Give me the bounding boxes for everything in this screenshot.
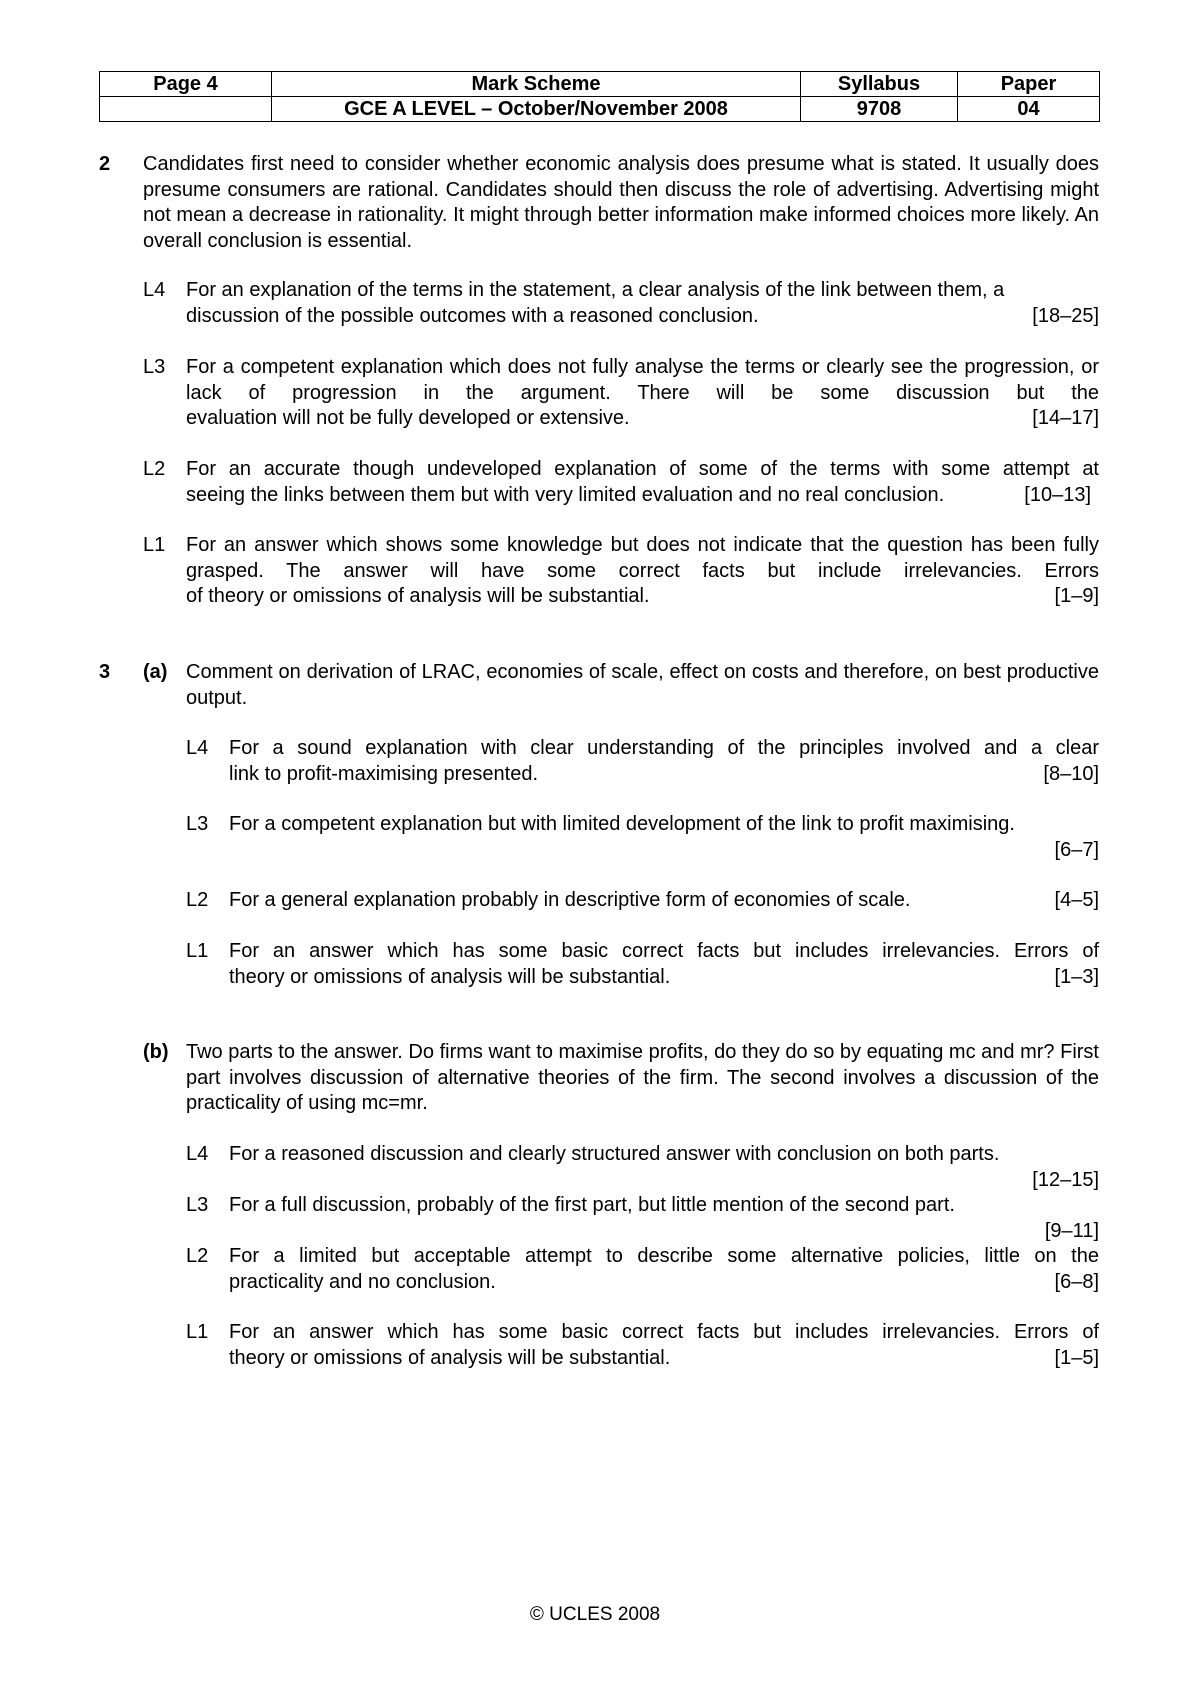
mark-range: [9–11] bbox=[1044, 1219, 1099, 1242]
level-desc: For a full discussion, probably of the first part, but little mention of the second part. bbox=[229, 1194, 955, 1216]
level-text bbox=[229, 1142, 1099, 1193]
paper-number: 04 bbox=[958, 97, 1100, 122]
level-text bbox=[186, 533, 1099, 610]
question-intro: Candidates first need to consider whether economic analysis does presume what is stated. It usually does presume consumers are rational. Candidates should then discuss the role of advertising. Advertising might not mean a decrease in rationality. It might through better information make informed choices more likely. An overall conclusion is essential. bbox=[143, 153, 1099, 252]
mark-range: [12–15] bbox=[1032, 1168, 1099, 1191]
level-text bbox=[186, 355, 1099, 432]
mark-range: [10–13] bbox=[1024, 483, 1091, 506]
level-label: L4 bbox=[186, 1143, 209, 1165]
level-text bbox=[229, 812, 1099, 863]
level-text bbox=[229, 1320, 1099, 1371]
level-desc: For an answer which has some basic correct facts but includes irrelevancies. Errors of bbox=[229, 1321, 1099, 1343]
level-desc: For a sound explanation with clear understanding of the principles involved and a clear bbox=[229, 737, 1099, 759]
level-label: L4 bbox=[143, 279, 166, 301]
level-desc-end: practicality and no conclusion. bbox=[229, 1270, 496, 1293]
level-label: L3 bbox=[186, 1194, 209, 1216]
page-cell-empty bbox=[100, 97, 272, 122]
syllabus-code: 9708 bbox=[801, 97, 958, 122]
level-label: L3 bbox=[143, 356, 166, 378]
copyright-footer: © UCLES 2008 bbox=[529, 1604, 661, 1625]
mark-range: [6–8] bbox=[1054, 1270, 1099, 1293]
level-desc-end: link to profit-maximising presented. bbox=[229, 762, 539, 785]
page-label: Page 4 bbox=[100, 72, 272, 97]
part-intro: Comment on derivation of LRAC, economies of scale, effect on costs and therefore, on best productive output. bbox=[186, 661, 1099, 709]
level-desc: For a reasoned discussion and clearly structured answer with conclusion on both parts. bbox=[229, 1143, 1000, 1165]
mark-range: [4–5] bbox=[1054, 889, 1099, 911]
level-desc-end: theory or omissions of analysis will be substantial. bbox=[229, 1346, 671, 1369]
level-desc: For a general explanation probably in descriptive form of economies of scale. bbox=[229, 889, 911, 911]
mark-range: [6–7] bbox=[1054, 838, 1099, 861]
mark-range: [14–17] bbox=[1032, 407, 1099, 429]
level-desc: For an answer which has some basic correct facts but includes irrelevancies. Errors of bbox=[229, 940, 1099, 962]
syllabus-label: Syllabus bbox=[801, 72, 958, 97]
level-label: L3 bbox=[186, 813, 209, 835]
level-desc-end: evaluation will not be fully developed or extensive. bbox=[186, 407, 630, 429]
header-table bbox=[99, 71, 1100, 122]
level-desc: For a competent explanation but with limited development of the link to profit maximising. bbox=[229, 813, 1015, 835]
header-row-2 bbox=[100, 97, 1100, 122]
mark-range: [1–5] bbox=[1054, 1346, 1099, 1369]
level-text bbox=[229, 939, 1099, 990]
header-row-1 bbox=[100, 72, 1100, 97]
exam-session: GCE A LEVEL – October/November 2008 bbox=[272, 97, 801, 122]
level-text bbox=[229, 1193, 1099, 1244]
level-text bbox=[229, 736, 1099, 787]
doc-title: Mark Scheme bbox=[272, 72, 801, 97]
level-desc-end: seeing the links between them but with very limited evaluation and no real conclusion. bbox=[186, 483, 945, 506]
level-desc: For an accurate though undeveloped explanation of some of the terms with some attempt at bbox=[186, 458, 1099, 480]
level-label: L1 bbox=[143, 534, 166, 556]
mark-range: [8–10] bbox=[1043, 762, 1099, 785]
level-desc: For a competent explanation which does not fully analyse the terms or clearly see the progression, or lack of progression in the argument. There will be some discussion but the bbox=[186, 356, 1099, 404]
level-text bbox=[229, 1244, 1099, 1295]
level-desc-end: discussion of the possible outcomes with a reasoned conclusion. bbox=[186, 304, 759, 327]
mark-range: [1–3] bbox=[1054, 965, 1099, 988]
level-desc: For a limited but acceptable attempt to describe some alternative policies, little on the bbox=[229, 1245, 1099, 1267]
part-intro: Two parts to the answer. Do firms want to maximise profits, do they do so by equating mc and mr? First part involves discussion of alternative theories of the firm. The second involves a discussion of the practicality of using mc=mr. bbox=[186, 1041, 1099, 1114]
level-text bbox=[186, 457, 1099, 508]
part-label: (b) bbox=[143, 1041, 169, 1063]
level-label: L2 bbox=[186, 889, 209, 911]
level-desc: For an answer which shows some knowledge but does not indicate that the question has been fully grasped. The answer will have some correct facts but include irrelevancies. Errors bbox=[186, 534, 1099, 582]
level-desc-end: of theory or omissions of analysis will be substantial. bbox=[186, 585, 650, 607]
paper-label: Paper bbox=[958, 72, 1100, 97]
question-number: 2 bbox=[99, 153, 111, 175]
part-label: (a) bbox=[143, 661, 168, 683]
level-desc: For an explanation of the terms in the statement, a clear analysis of the link between them, a bbox=[186, 279, 1005, 301]
question-number: 3 bbox=[99, 661, 111, 683]
mark-range: [1–9] bbox=[1054, 585, 1099, 607]
level-text bbox=[229, 888, 1099, 914]
level-desc-end: theory or omissions of analysis will be substantial. bbox=[229, 965, 671, 988]
level-label: L2 bbox=[186, 1245, 209, 1267]
level-label: L2 bbox=[143, 458, 166, 480]
level-text bbox=[186, 278, 1099, 329]
level-label: L4 bbox=[186, 737, 209, 759]
level-label: L1 bbox=[186, 1321, 209, 1343]
mark-range: [18–25] bbox=[1032, 304, 1099, 327]
level-label: L1 bbox=[186, 940, 209, 962]
